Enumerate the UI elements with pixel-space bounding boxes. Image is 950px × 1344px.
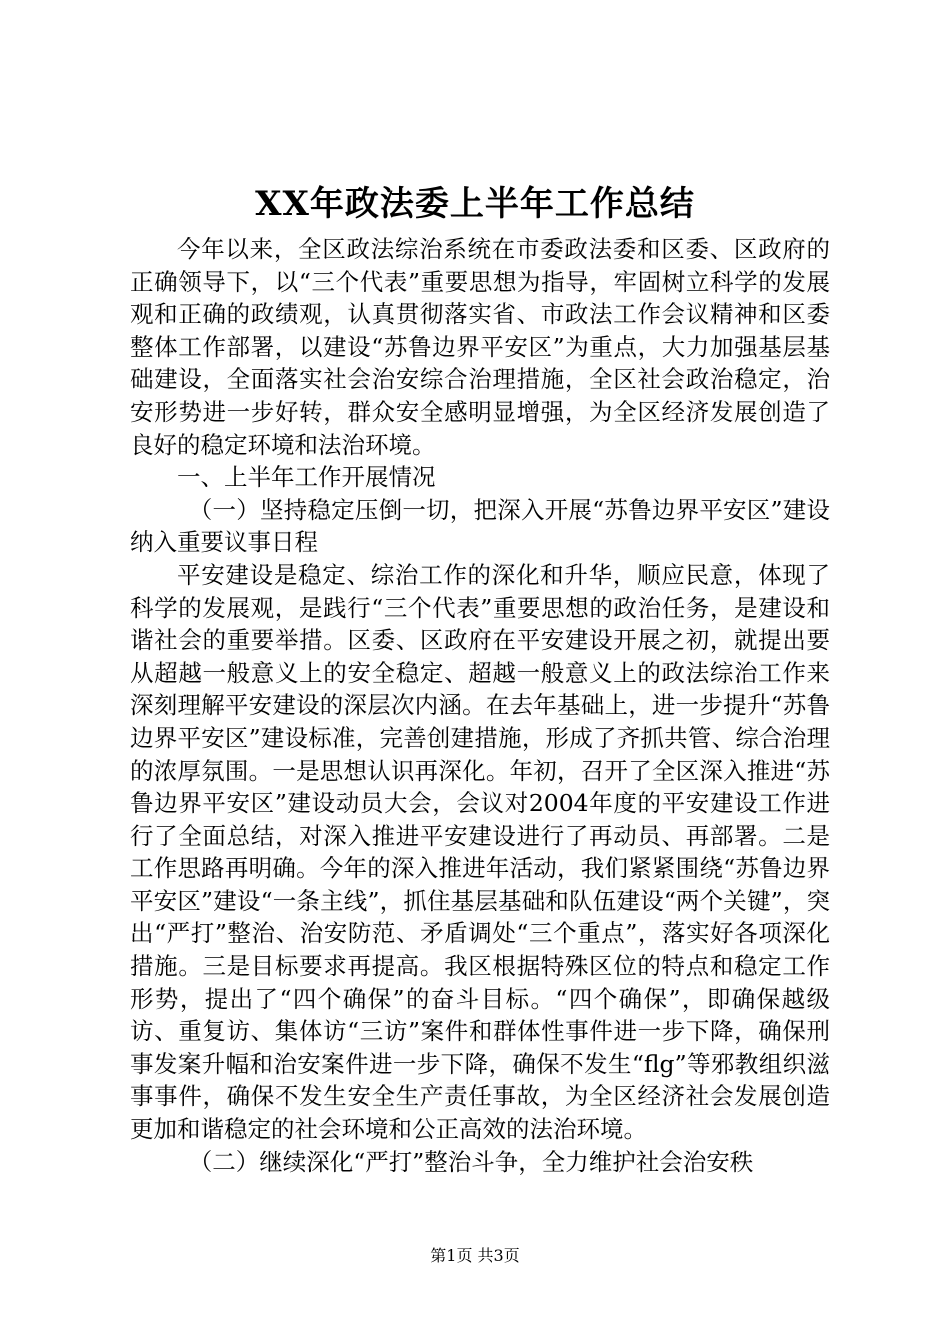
section-heading: 一、上半年工作开展情况 [177, 463, 436, 492]
document-title: XX年政法委上半年工作总结 [255, 184, 695, 224]
subsection-heading: （一）坚持稳定压倒一切，把深入开展“苏鲁边界平安区”建设纳入重要议事日程 [130, 495, 830, 557]
page-number: 第1页 共3页 [430, 1246, 520, 1265]
body-paragraph: 平安建设是稳定、综治工作的深化和升华，顺应民意，体现了科学的发展观，是践行“三个代表”重要思想的政治任务，是建设和谐社会的重要举措。区委、区政府在平安建设开展之初，就提出要从超越一般意义上的安全稳定、超越一般意义上的政法综治工作来深刻理解平安建设的深层次内涵。在去年基础上，进一步提升“苏鲁边界平安区”建设标准，完善创建措施，形成了齐抓共管、综合治理的浓厚氛围。一是思想认识再深化。年初，召开了全区深入推进“苏鲁边界平安区”建设动员大会，会议对2004年度的平安建设工作进行了全面总结，对深入推进平安建设进行了再动员、再部署。二是工作思路再明确。今年的深入推进年活动，我们紧紧围绕“苏鲁边界平安区”建设“一条主线”，抓住基层基础和队伍建设“两个关键”，突出“严打”整治、治安防范、矛盾调处“三个重点”，落实好各项深化措施。三是目标要求再提高。我区根据特殊区位的特点和稳定工作形势，提出了“四个确保”的奋斗目标。“四个确保”，即确保越级访、重复访、集体访“三访”案件和群体性事件进一步下降，确保刑事发案升幅和治安案件进一步下降，确保不发生“flg”等邪教组织滋事事件，确保不发生安全生产责任事故，为全区经济社会发展创造更加和谐稳定的社会环境和公正高效的法治环境。 [130, 560, 830, 1144]
subsection-heading: （二）继续深化“严打”整治斗争，全力维护社会治安秩 [188, 1147, 754, 1176]
intro-paragraph: 今年以来，全区政法综治系统在市委政法委和区委、区政府的正确领导下，以“三个代表”重要思想为指导，牢固树立科学的发展观和正确的政绩观，认真贯彻落实省、市政法工作会议精神和区委整体工作部署，以建设“苏鲁边界平安区”为重点，大力加强基层基础建设，全面落实社会治安综合治理措施，全区社会政治稳定，治安形势进一步好转，群众安全感明显增强，为全区经济发展创造了良好的稳定环境和法治环境。 [130, 235, 830, 459]
document-body [130, 233, 830, 1178]
